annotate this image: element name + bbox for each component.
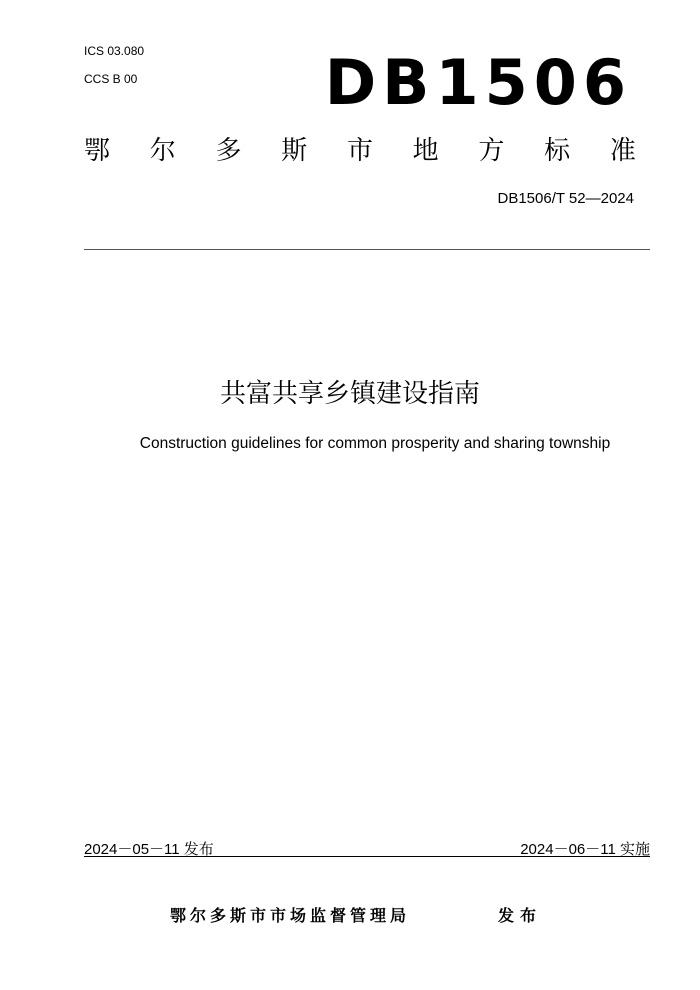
agency-char: 尔 bbox=[149, 136, 176, 166]
agency-char: 市 bbox=[346, 136, 373, 166]
issue-label: 发布 bbox=[498, 906, 543, 925]
standard-logo: DB1506 bbox=[324, 46, 632, 119]
standard-code: DB1506/T 52—2024 bbox=[497, 190, 634, 207]
agency-char: 方 bbox=[478, 136, 505, 166]
title-english: Construction guidelines for common prosperity and sharing township bbox=[139, 435, 611, 452]
agency-char: 准 bbox=[609, 136, 636, 166]
agency-char: 鄂 bbox=[84, 136, 111, 166]
ccs-code: CCS B 00 bbox=[84, 72, 138, 86]
ics-code: ICS 03.080 bbox=[84, 44, 145, 58]
top-divider bbox=[84, 249, 650, 250]
agency-char: 标 bbox=[544, 136, 571, 166]
agency-name bbox=[84, 138, 636, 164]
agency-char: 地 bbox=[412, 136, 439, 166]
agency-char: 斯 bbox=[281, 136, 308, 166]
publish-date: 2024－05－11 发布 bbox=[84, 841, 214, 858]
issuing-authority: 鄂尔多斯市市场监督管理局 bbox=[170, 906, 411, 925]
implement-date: 2024－06－11 实施 bbox=[520, 841, 650, 858]
bottom-divider bbox=[84, 856, 650, 857]
title-chinese: 共富共享乡镇建设指南 bbox=[219, 379, 480, 409]
agency-char: 多 bbox=[215, 136, 242, 166]
